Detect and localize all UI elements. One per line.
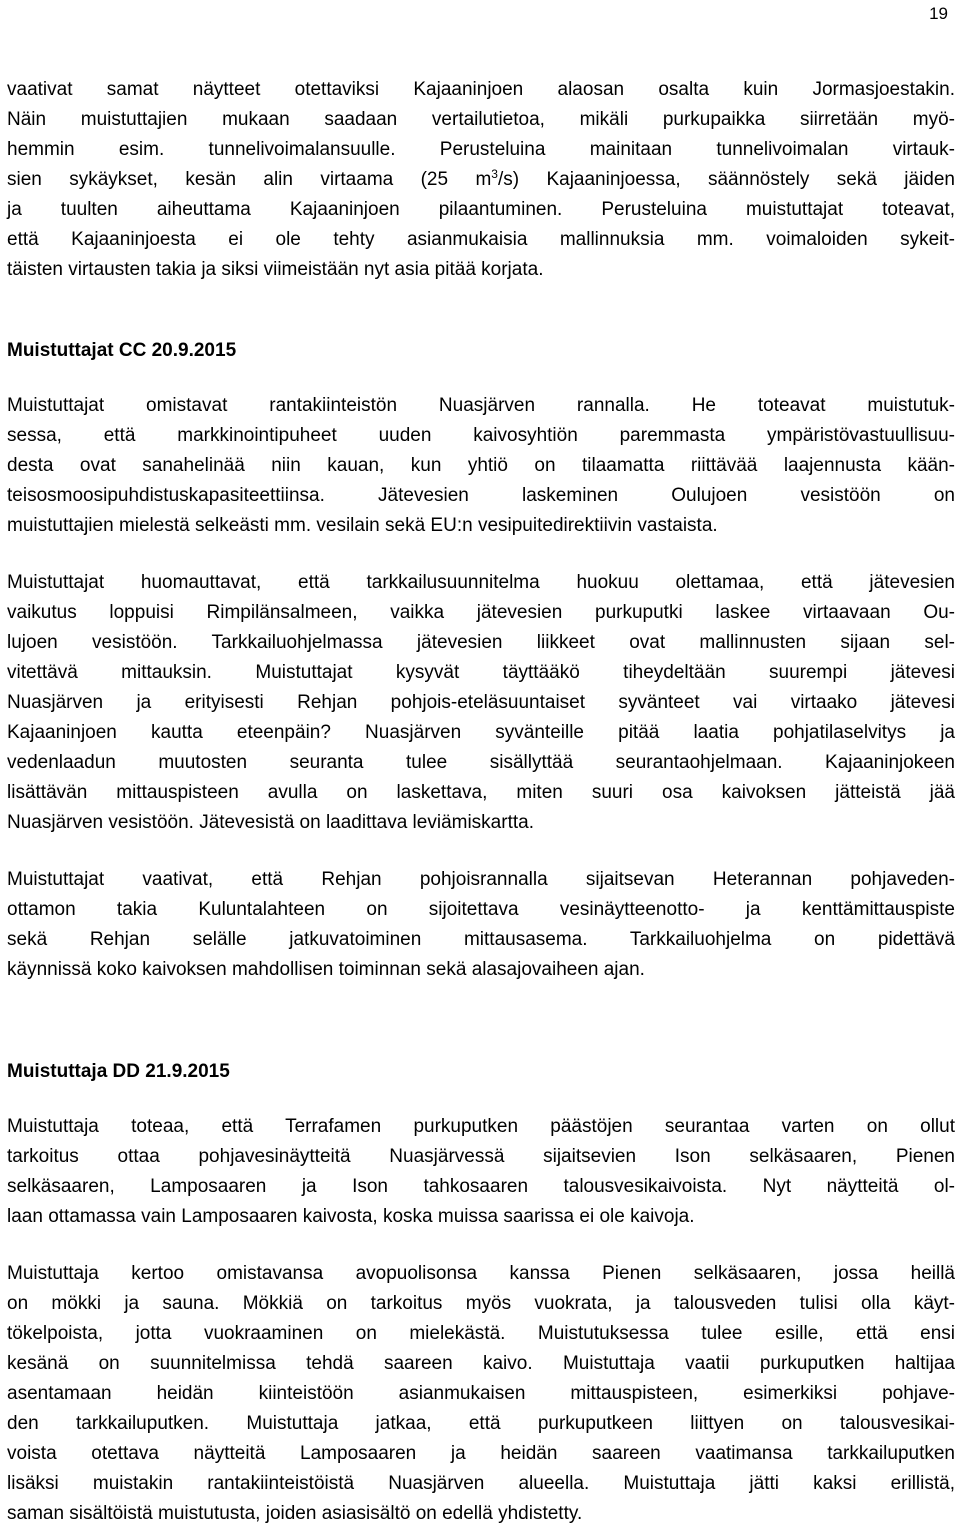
superscript: 3 xyxy=(491,167,498,181)
text-line: vaativat samat näytteet otettaviksi Kajaaninjoen alaosan osalta kuin Jormasjoestakin. xyxy=(7,79,955,100)
text-fragment: sien sykäykset, kesän alin virtaama (25 m xyxy=(7,169,492,190)
text-line: vaikutus loppuisi Rimpilänsalmeen, vaikka jätevesien purkuputki laskee virtaavaan Ou- xyxy=(7,602,955,623)
text-line: den tarkkailuputken. Muistuttaja jatkaa, että purkuputkeen liittyen on talousvesikai- xyxy=(7,1413,955,1434)
text-line: asentamaan heidän kiinteistöön asianmukaisen mittauspisteen, esimerkiksi pohjave- xyxy=(7,1383,955,1404)
text-line: Nuasjärven vesistöön. Jätevesistä on laadittava leviämiskartta. xyxy=(7,812,534,833)
text-line: Muistuttajat huomauttavat, että tarkkailusuunnitelma huokuu olettamaa, että jätevesien xyxy=(7,572,955,593)
text-line: ja tuulten aiheuttama Kajaaninjoen pilaantuminen. Perusteluina muistuttajat toteavat, xyxy=(7,199,955,220)
dd-paragraph-1 xyxy=(7,1112,955,1232)
text-line xyxy=(7,165,955,195)
text-line: voista otettava näytteitä Lamposaaren ja heidän saareen vaatimansa tarkkailuputken xyxy=(7,1443,955,1464)
text-line: muistuttajien mielestä selkeästi mm. vesilain sekä EU:n vesipuitedirektiivin vastaista. xyxy=(7,515,718,536)
cc-paragraph-3 xyxy=(7,865,955,985)
text-line: hemmin esim. tunnelivoimalansuulle. Perusteluina mainitaan tunnelivoimalan virtauk- xyxy=(7,139,955,160)
text-line: Muistuttaja kertoo omistavansa avopuolisonsa kanssa Pienen selkäsaaren, jossa heillä xyxy=(7,1263,955,1284)
cc-paragraph-1 xyxy=(7,391,955,541)
text-line: Muistuttaja toteaa, että Terrafamen purkuputken päästöjen seurantaa varten on ollut xyxy=(7,1116,955,1137)
text-line: lujoen vesistöön. Tarkkailuohjelmassa jätevesien liikkeet ovat mallinnusten sijaan sel- xyxy=(7,632,955,653)
text-line: kesänä on suunnitelmissa tehdä saareen kaivo. Muistuttaja vaatii purkuputken haltijaa xyxy=(7,1353,955,1374)
text-line: sessa, että markkinointipuheet uuden kaivosyhtiön paremmasta ympäristövastuullisuu- xyxy=(7,425,955,446)
text-line: että Kajaaninjoesta ei ole tehty asianmukaisia mallinnuksia mm. voimaloiden sykeit- xyxy=(7,229,955,250)
text-line: tarkoitus ottaa pohjavesinäytteitä Nuasjärvessä sijaitsevien Ison selkäsaaren, Pienen xyxy=(7,1146,955,1167)
text-line: tökelpoista, jotta vuokraaminen on mielekästä. Muistutuksessa tulee esille, että ensi xyxy=(7,1323,955,1344)
document-body xyxy=(7,75,955,1529)
text-line: desta ovat sanahelinää niin kauan, kun yhtiö on tilaamatta riittävää laajennusta kään- xyxy=(7,455,955,476)
text-line: täisten virtausten takia ja siksi viimeistään nyt asia pitää korjata. xyxy=(7,259,544,280)
text-line: ottamon takia Kuluntalahteen on sijoitettava vesinäytteenotto- ja kenttämittauspiste xyxy=(7,899,955,920)
text-line: vedenlaadun muutosten seuranta tulee sisällyttää seurantaohjelmaan. Kajaaninjokeen xyxy=(7,752,955,773)
text-line: selkäsaaren, Lamposaaren ja Ison tahkosaaren talousvesikaivoista. Nyt näytteitä ol- xyxy=(7,1176,955,1197)
text-line: lisäksi muistakin rantakiinteistöistä Nuasjärven alueella. Muistuttaja jätti kaksi erillistä, xyxy=(7,1473,955,1494)
section-heading-dd: Muistuttaja DD 21.9.2015 xyxy=(7,1061,230,1082)
text-line: Nuasjärven ja erityisesti Rehjan pohjois-eteläsuuntaiset syvänteet vai virtaako jätevesi xyxy=(7,692,955,713)
text-line: saman sisältöistä muistutusta, joiden asiasisältö on edellä yhdistetty. xyxy=(7,1503,583,1524)
text-line: sekä Rehjan selälle jatkuvatoiminen mittausasema. Tarkkailuohjelma on pidettävä xyxy=(7,929,955,950)
text-line: käynnissä koko kaivoksen mahdollisen toiminnan sekä alasajovaiheen ajan. xyxy=(7,959,645,980)
page-number: 19 xyxy=(929,4,948,23)
text-fragment: /s) Kajaaninjoessa, säännöstely sekä jäiden xyxy=(497,169,956,190)
text-line: laan ottamassa vain Lamposaaren kaivosta, koska muissa saarissa ei ole kaivoja. xyxy=(7,1206,695,1227)
text-line: Muistuttajat omistavat rantakiinteistön Nuasjärven rannalla. He toteavat muistutuk- xyxy=(7,395,955,416)
section-heading-cc: Muistuttajat CC 20.9.2015 xyxy=(7,340,237,361)
dd-paragraph-2 xyxy=(7,1259,955,1529)
text-line: on mökki ja sauna. Mökkiä on tarkoitus myös vuokrata, ja talousveden tulisi olla käyt- xyxy=(7,1293,955,1314)
text-line: Näin muistuttajien mukaan saadaan vertailutietoa, mikäli purkupaikka siirretään myö- xyxy=(7,109,955,130)
text-line: lisättävän mittauspisteen avulla on laskettava, miten suuri osa kaivoksen jätteistä jää xyxy=(7,782,955,803)
cc-paragraph-2 xyxy=(7,568,955,838)
intro-paragraph xyxy=(7,75,955,285)
text-line: teisosmoosipuhdistuskapasiteettiinsa. Jätevesien laskeminen Oulujoen vesistöön on xyxy=(7,485,955,506)
text-line: Kajaaninjoen kautta eteenpäin? Nuasjärven syvänteille pitää laatia pohjatilaselvitys ja xyxy=(7,722,955,743)
text-line: vitettävä mittauksin. Muistuttajat kysyvät täyttääkö tiheydeltään suurempi jätevesi xyxy=(7,662,955,683)
text-line: Muistuttajat vaativat, että Rehjan pohjoisrannalla sijaitsevan Heterannan pohjaveden- xyxy=(7,869,955,890)
